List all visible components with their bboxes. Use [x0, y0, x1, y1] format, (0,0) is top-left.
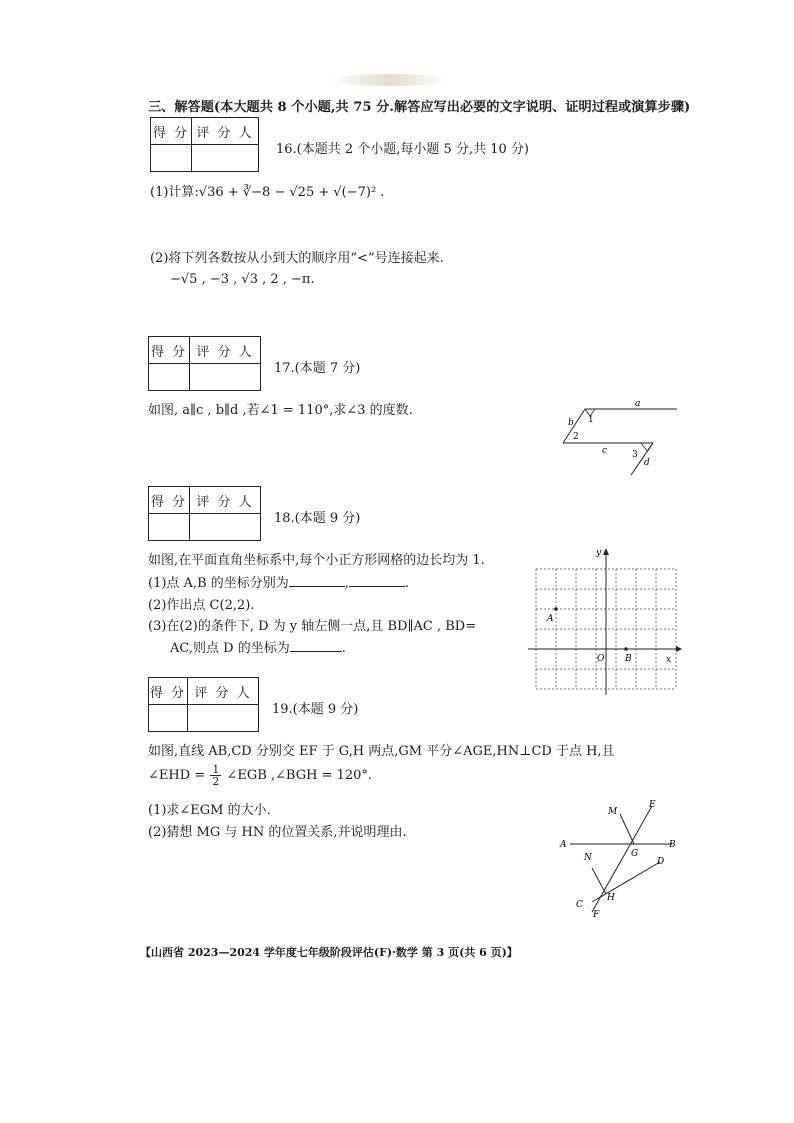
q16-part1-prefix: (1)计算:: [150, 185, 199, 200]
label-2: 2: [573, 432, 579, 442]
q19-score-table: [148, 677, 259, 732]
q18-p3b: [170, 637, 346, 656]
score-label: 得 分: [151, 118, 192, 145]
y-axis-arrow: [603, 548, 609, 555]
answer-blank[interactable]: [290, 639, 342, 652]
label-m: M: [608, 807, 618, 817]
q18-p1: [148, 572, 409, 591]
q19-line2-b: ∠EGB ,∠BGH = 120°.: [226, 768, 373, 783]
q16-header: 16.(本题共 2 个小题,每小题 5 分,共 10 分): [276, 142, 529, 157]
q18-p3-end: .: [341, 641, 346, 656]
ray-gm: [620, 814, 634, 844]
q16-part2: (2)将下列各数按从小到大的顺序用“<”号连接起来.: [150, 251, 444, 266]
line-cd: [592, 862, 660, 902]
q16-score-table: [150, 117, 259, 172]
x-axis-arrow: [676, 646, 682, 652]
q18-p3b-text: AC,则点 D 的坐标为: [170, 641, 290, 656]
q19-line2-a: ∠EHD =: [148, 768, 206, 783]
q18-header: 18.(本题 9 分): [274, 511, 361, 526]
score-label: 得 分: [149, 337, 190, 364]
q16-numbers: −√5 , −3 , √3 , 2 , −π.: [170, 272, 315, 287]
label-1: 1: [588, 415, 594, 425]
q18-score-table: [148, 486, 261, 541]
label-y: y: [596, 548, 602, 558]
point-b: [624, 647, 628, 651]
label-3: 3: [632, 450, 638, 460]
score-label: 得 分: [149, 678, 188, 705]
q18-p1-end: .: [404, 576, 410, 591]
q16-part1: [150, 181, 384, 200]
q17-figure: [555, 395, 685, 480]
fraction-half: [210, 764, 221, 787]
q18-p1-sep: ,: [344, 576, 349, 591]
grader-cell: [190, 514, 261, 541]
grader-cell: [192, 145, 259, 172]
q17-score-table: [148, 336, 261, 391]
label-a: A: [560, 840, 567, 850]
line-ef: [592, 806, 652, 912]
label-e: E: [649, 800, 656, 810]
grader-label: 评 分 人: [188, 678, 259, 705]
page-footer: 【山西省 2023—2024 学年度七年级阶段评估(F)·数学 第 3 页(共 6 页)】: [140, 946, 518, 959]
angle-3-mark: [641, 443, 653, 451]
label-a: a: [635, 399, 641, 409]
label-o: O: [597, 654, 605, 664]
label-x: x: [666, 655, 672, 665]
label-b: B: [669, 840, 676, 850]
score-cell: [149, 364, 190, 391]
label-b: B: [625, 654, 632, 664]
score-cell: [149, 514, 190, 541]
grader-label: 评 分 人: [192, 118, 259, 145]
q18-p3a: (3)在(2)的条件下, D 为 y 轴左侧一点,且 BD∥AC , BD=: [148, 619, 477, 634]
q18-p2: (2)作出点 C(2,2).: [148, 598, 255, 613]
q19-figure: [556, 796, 686, 918]
q19-line2: [148, 764, 372, 787]
answer-blank[interactable]: [289, 574, 345, 587]
label-c: C: [576, 900, 583, 910]
label-a: A: [547, 614, 554, 624]
scan-smudge: [330, 74, 450, 86]
q19-p2: (2)猜想 MG 与 HN 的位置关系,并说明理由.: [148, 825, 407, 840]
score-cell: [151, 145, 192, 172]
label-f: F: [593, 910, 600, 918]
score-label: 得 分: [149, 487, 190, 514]
label-c: c: [602, 446, 608, 456]
grader-cell: [188, 705, 259, 732]
q18-intro: 如图,在平面直角坐标系中,每个小正方形网格的边长均为 1.: [148, 553, 485, 568]
q17-header: 17.(本题 7 分): [274, 361, 361, 376]
label-g: G: [631, 849, 639, 859]
label-n: N: [584, 853, 592, 863]
q17-text: 如图, a∥c , b∥d ,若∠1 = 110°,求∠3 的度数.: [148, 403, 413, 418]
label-h: H: [607, 893, 615, 903]
label-d: d: [644, 458, 650, 468]
fraction-denominator: 2: [212, 775, 220, 788]
q19-intro: 如图,直线 AB,CD 分别交 EF 于 G,H 两点,GM 平分∠AGE,HN⊥CD 于点 H,且: [148, 744, 615, 759]
grader-label: 评 分 人: [190, 487, 261, 514]
q19-p1: (1)求∠EGM 的大小.: [148, 803, 271, 818]
section-title: 三、解答题(本大题共 8 个小题,共 75 分.解答应写出必要的文字说明、证明过程或演算步骤): [148, 100, 691, 115]
label-b: b: [568, 418, 574, 428]
q19-header: 19.(本题 9 分): [272, 702, 359, 717]
q18-coordinate-grid: [528, 545, 688, 695]
label-d: D: [657, 857, 665, 867]
point-a: [554, 607, 558, 611]
answer-blank[interactable]: [349, 574, 405, 587]
score-cell: [149, 705, 188, 732]
ray-hn: [592, 868, 606, 894]
grader-cell: [190, 364, 261, 391]
q18-p1-text: (1)点 A,B 的坐标分别为: [148, 576, 289, 591]
grader-label: 评 分 人: [190, 337, 261, 364]
q16-part1-expr: √36 + ∛−8 − √25 + √(−7)² .: [198, 185, 385, 200]
fraction-numerator: 1: [212, 763, 220, 776]
